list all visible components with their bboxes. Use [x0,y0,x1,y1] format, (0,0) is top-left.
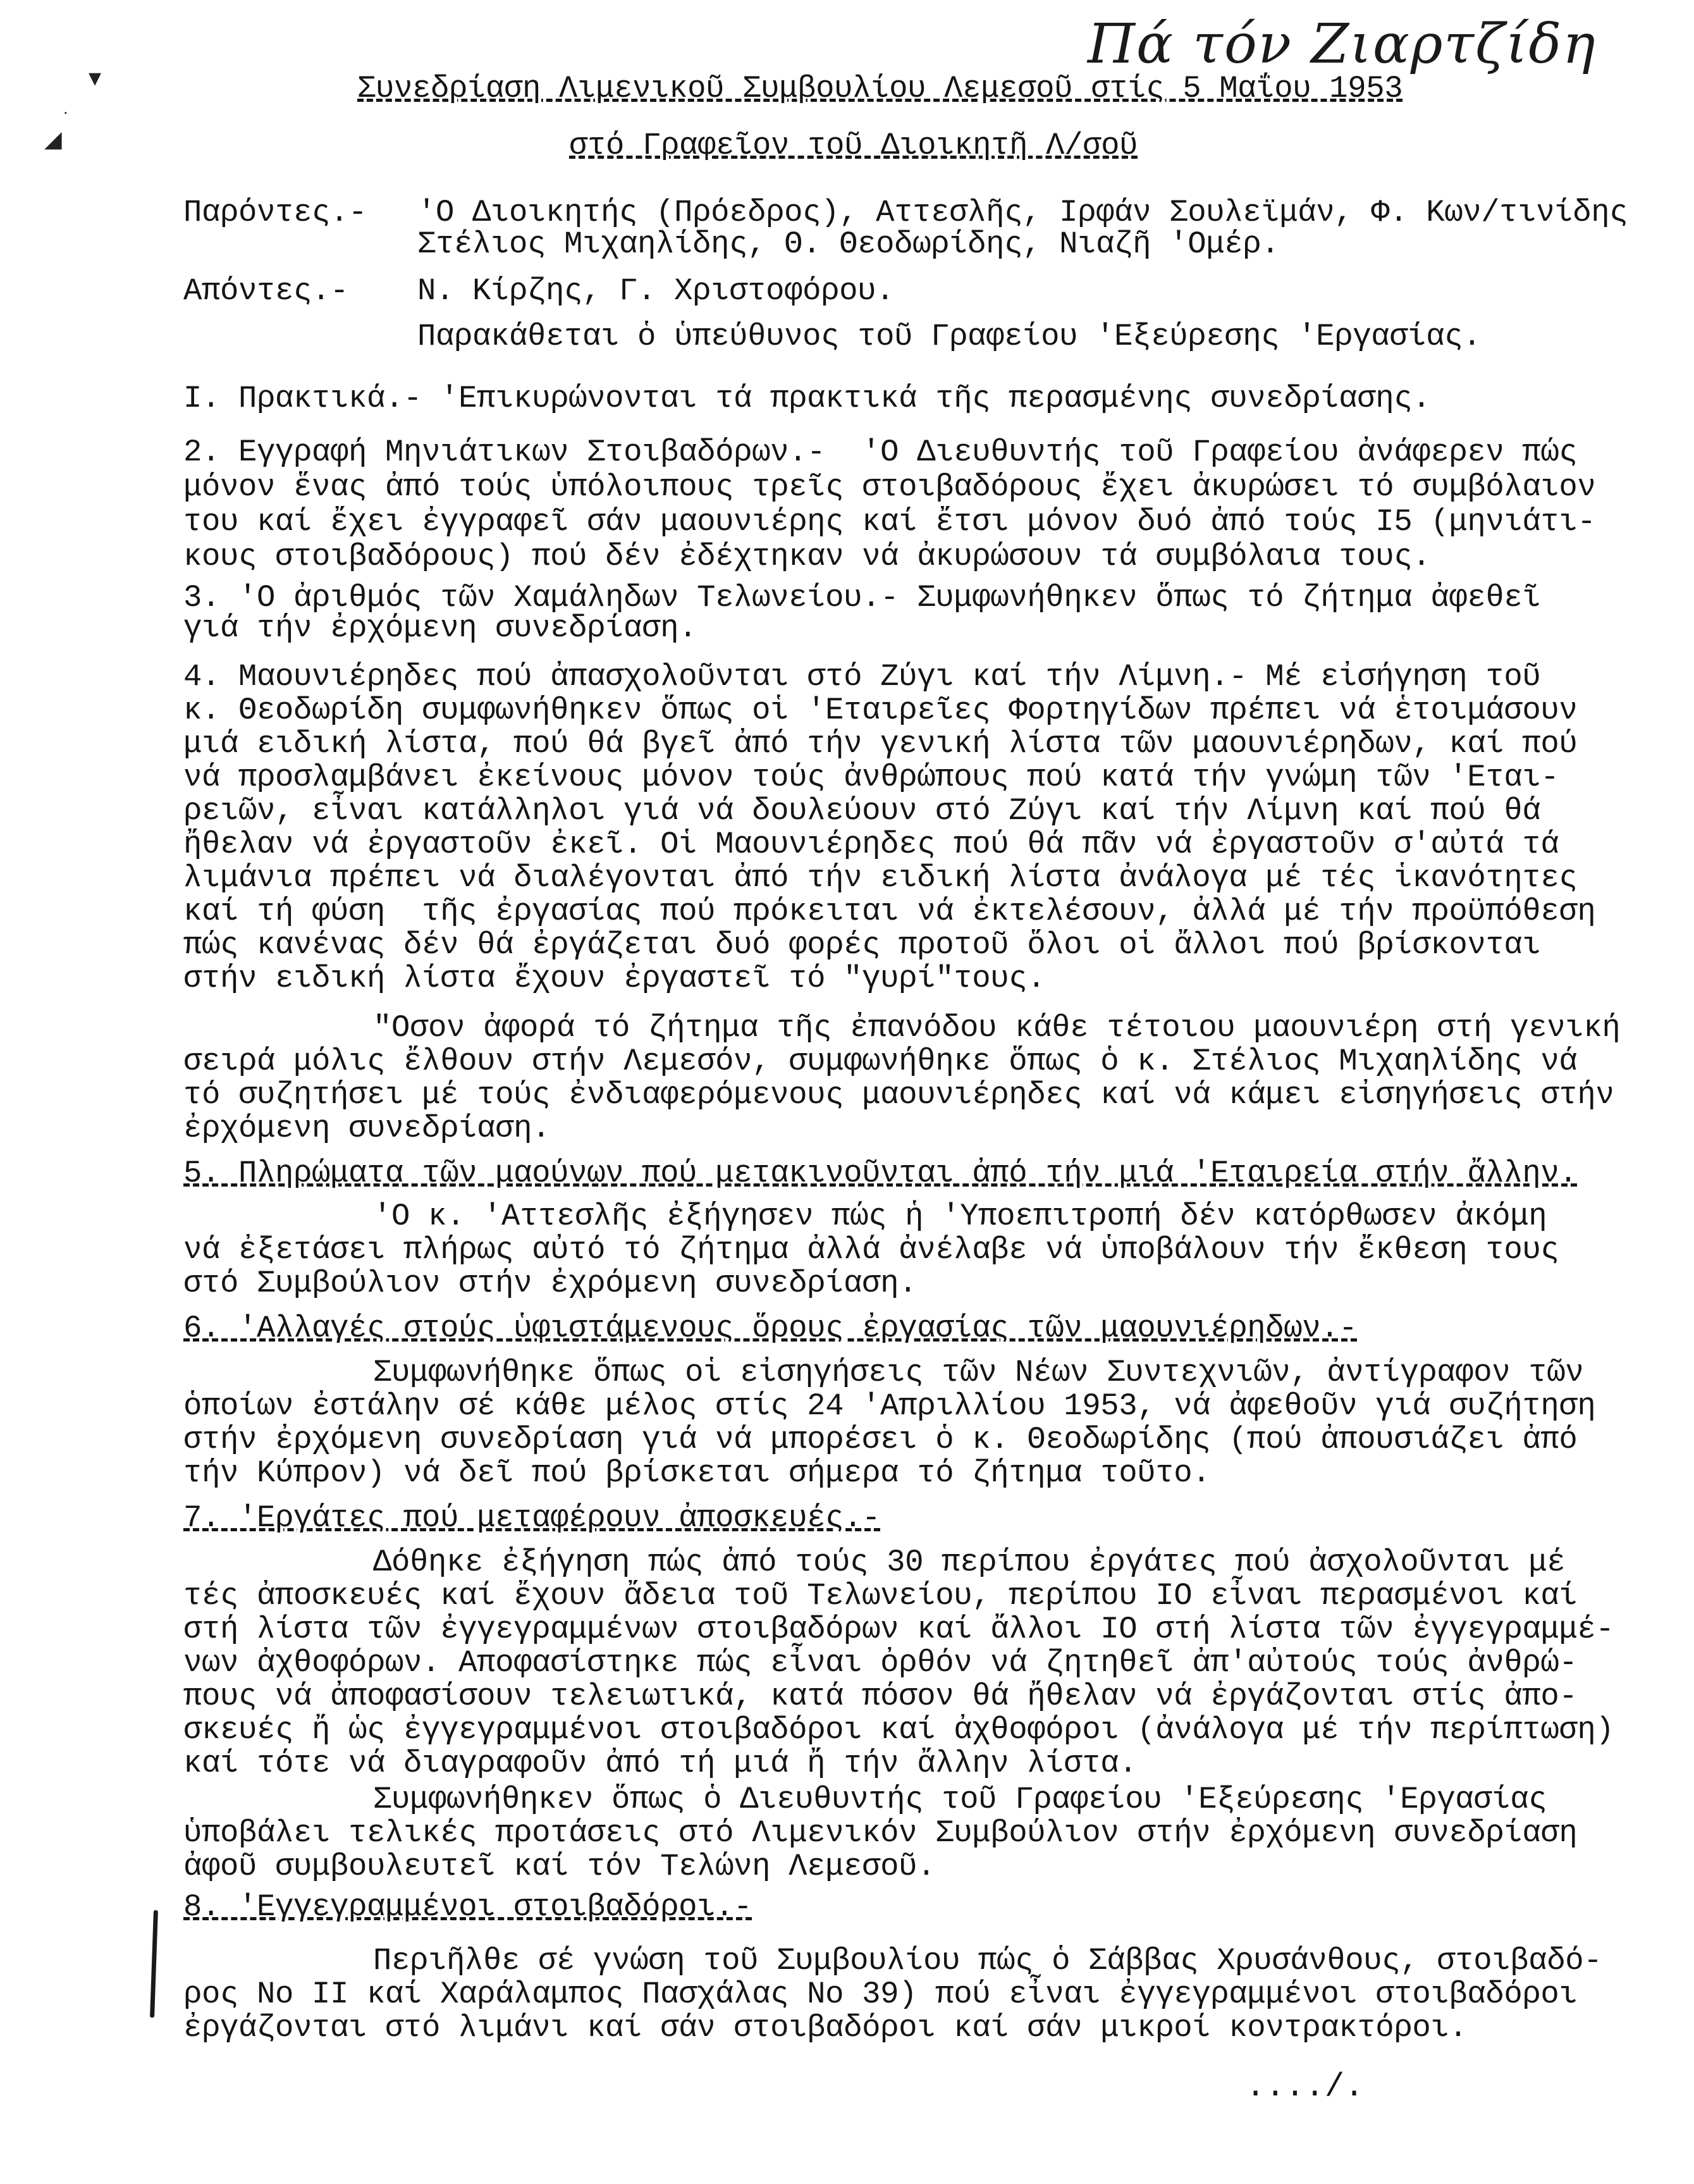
item-7-line: πους νά ἀποφασίσουν τελειωτικά, κατά πόσον θά ἤθελαν νά ἐργάζονται στίς ἀπο- [183,1679,1578,1714]
item-6-heading: 6. 'Αλλαγές στούς ὑφιστάμενους ὅρους ἐργασίας τῶν μαουνιέρηδων.- [183,1311,1358,1346]
item-6-line: τήν Κύπρον) νά δεῖ πού βρίσκεται σήμερα τό ζήτημα τοῦτο. [183,1455,1211,1491]
item-7-line: νων ἀχθοφόρων. Αποφασίστηκε πώς εἶναι ὀρθόν νά ζητηθεῖ ἀπ'αὐτούς τούς ἀνθρώ- [183,1645,1578,1681]
item-7-line: τές ἀποσκευές καί ἔχουν ἄδεια τοῦ Τελωνείου, περίπου ΙΟ εἶναι περασμένοι καί [183,1578,1578,1613]
item-5-heading: 5. Πληρώματα τῶν μαούνων πού μετακινοῦνται ἀπό τήν μιά 'Εταιρεία στήν ἄλλην. [183,1156,1578,1191]
item-7-para2-line: Συμφωνήθηκεν ὅπως ὁ Διευθυντής τοῦ Γραφείου 'Εξεύρεσης 'Εργασίας [373,1782,1547,1817]
absent-line: Ν. Κίρζης, Γ. Χριστοφόρου. [417,273,895,309]
item-5-line: νά ἐξετάσει πλήρως αὐτό τό ζήτημα ἀλλά ἀνέλαβε νά ὑποβάλουν τήν ἔκθεση τους [183,1232,1559,1268]
item-8-line: Περιῆλθε σέ γνώση τοῦ Συμβουλίου πώς ὁ Σάββας Χρυσάνθους, στοιβαδό- [373,1943,1602,1978]
item-4-line: λιμάνια πρέπει νά διαλέγονται ἀπό τήν ειδική λίστα ἀνάλογα μέ τές ἱκανότητες [183,860,1578,896]
item-4-line: κ. Θεοδωρίδη συμφωνήθηκεν ὅπως οἱ 'Εταιρεῖες Φορτηγίδων πρέπει νά ἑτοιμάσουν [183,693,1578,728]
item-7-line: σκευές ἤ ὡς ἐγγεγραμμένοι στοιβαδόροι καί ἀχθοφόροι (ἀνάλογα μέ τήν περίπτωση) [183,1712,1614,1748]
margin-mark: ◢ [44,126,62,152]
item-4-para2-line: σειρά μόλις ἔλθουν στήν Λεμεσόν, συμφωνήθηκε ὅπως ὁ κ. Στέλιος Μιχαηλίδης νά [183,1044,1578,1079]
item-4-line: ρειῶν, εἶναι κατάλληλοι γιά νά δουλεύουν στό Ζύγι καί τήν Λίμνη καί πού θά [183,793,1541,829]
item-4-line: ἤθελαν νά ἐργαστοῦν ἐκεῖ. Οἱ Μαουνιέρηδες πού θά πᾶν νά ἐργαστοῦν σ'αὐτά τά [183,827,1559,862]
item-1-text: Ι. Πρακτικά.- 'Επικυρώνονται τά πρακτικά τῆς περασμένης συνεδρίασης. [183,381,1431,416]
attending-officer-line: Παρακάθεται ὁ ὑπεύθυνος τοῦ Γραφείου 'Εξεύρεσης 'Εργασίας. [417,319,1482,354]
item-8-heading: 8. 'Εγγεγραμμένοι στοιβαδόροι.- [183,1889,752,1925]
item-7-line: στή λίστα τῶν ἐγγεγραμμένων στοιβαδόρων καί ἄλλοι ΙΟ στή λίστα τῶν ἐγγεγραμμέ- [183,1612,1614,1647]
item-6-line: στήν ἐρχόμενη συνεδρίαση γιά νά μπορέσει ὁ κ. Θεοδωρίδης (πού ἀπουσιάζει ἀπό [183,1422,1578,1457]
item-7-para2-line: ὑποβάλει τελικές προτάσεις στό Λιμενικόν Συμβούλιον στήν ἐρχόμενη συνεδρίαση [183,1815,1578,1851]
item-4-para2-line: "Οσον ἀφορά τό ζήτημα τῆς ἐπανόδου κάθε τέτοιου μαουνιέρη στή γενική [373,1010,1621,1046]
meeting-place: στό Γραφεῖον τοῦ Διοικητῆ Λ/σοῦ [569,128,1138,163]
item-8-line: ρος Νο ΙΙ καί Χαράλαμπος Πασχάλας Νο 39) πού εἶναι ἐγγεγραμμένοι στοιβαδόροι [183,1977,1578,2012]
item-7-line: καί τότε νά διαγραφοῦν ἀπό τή μιά ἤ τήν ἄλλην λίστα. [183,1746,1138,1781]
absent-label: Απόντες.- [183,273,349,309]
item-4-line: πώς κανένας δέν θά ἐργάζεται δυό φορές προτοῦ ὅλοι οἱ ἄλλοι πού βρίσκονται [183,927,1541,963]
item-4-para2-line: ἐρχόμενη συνεδρίαση. [183,1111,551,1146]
item-4-line: καί τή φύση τῆς ἐργασίας πού πρόκειται νά ἐκτελέσουν, ἀλλά μέ τήν προϋπόθεση [183,894,1596,929]
margin-mark: ▾ [89,63,102,92]
item-5-line: 'Ο κ. 'Αττεσλῆς ἐξήγησεν πώς ἡ 'Υποεπιτροπή δέν κατόρθωσεν ἀκόμη [373,1199,1547,1234]
continuation-mark: ..../. [1246,2068,1365,2106]
item-6-line: Συμφωνήθηκε ὅπως οἱ εἰσηγήσεις τῶν Νέων Συντεχνιῶν, ἀντίγραφον τῶν [373,1355,1584,1390]
item-8-line: ἐργάζονται στό λιμάνι καί σάν στοιβαδόροι καί σάν μικροί κοντρακτόροι. [183,2010,1468,2045]
item-4-line: στήν ειδική λίστα ἔχουν ἐργαστεῖ τό "γυρί"τους. [183,961,1046,996]
item-5-line: στό Συμβούλιον στήν ἐχρόμενη συνεδρίαση. [183,1266,918,1301]
meeting-title: Συνεδρίαση Λιμενικοῦ Συμβουλίου Λεμεσοῦ στίς 5 Μαΐου 1953 [357,71,1403,106]
item-3-line: 3. 'Ο ἀριθμός τῶν Χαμάληδων Τελωνείου.- Συμφωνήθηκεν ὅπως τό ζήτημα ἀφεθεῖ [183,580,1541,615]
item-2-line: του καί ἔχει ἐγγραφεῖ σάν μαουνιέρης καί ἔτσι μόνον δυό ἀπό τούς Ι5 (μηνιάτι- [183,504,1596,540]
present-line: 'Ο Διοικητής (Πρόεδρος), Αττεσλῆς, Ιρφάν Σουλεϊμάν, Φ. Κων/τινίδης [417,195,1628,230]
item-7-heading: 7. 'Εργάτες πού μεταφέρουν ἀποσκευές.- [183,1500,881,1536]
item-3-line: γιά τήν ἐρχόμενη συνεδρίαση. [183,610,697,646]
item-4-line: 4. Μαουνιέρηδες πού ἀπασχολοῦνται στό Ζύγι καί τήν Λίμνη.- Μέ εἰσήγηση τοῦ [183,659,1541,694]
present-label: Παρόντες.- [183,195,367,230]
item-2-line: κους στοιβαδόρους) πού δέν ἐδέχτηκαν νά ἀκυρώσουν τά συμβόλαια τους. [183,539,1431,574]
item-6-line: ὁποίων ἐστάλην σέ κάθε μέλος στίς 24 'Απριλλίου 1953, νά ἀφεθοῦν γιά συζήτηση [183,1388,1596,1424]
margin-bracket-line [150,1910,158,2018]
handwritten-annotation: Πά τόν Ζιαρτζίδη [1088,13,1597,76]
item-2-line: μόνον ἕνας ἀπό τούς ὑπόλοιπους τρεῖς στοιβαδόρους ἔχει ἀκυρώσει τό συμβόλαιον [183,469,1596,505]
item-7-para2-line: ἀφοῦ συμβουλευτεῖ καί τόν Τελώνη Λεμεσοῦ. [183,1849,936,1884]
item-4-line: νά προσλαμβάνει ἐκείνους μόνον τούς ἀνθρώπους πού κατά τήν γνώμη τῶν 'Εται- [183,760,1559,795]
item-2-line: 2. Εγγραφή Μηνιάτικων Στοιβαδόρων.- 'Ο Διευθυντής τοῦ Γραφείου ἀνάφερεν πώς [183,435,1578,470]
present-line: Στέλιος Μιχαηλίδης, Θ. Θεοδωρίδης, Νιαζῆ 'Ομέρ. [417,226,1280,262]
margin-mark: · [63,104,68,122]
item-4-para2-line: τό συζητήσει μέ τούς ἐνδιαφερόμενους μαουνιέρηδες καί νά κάμει εἰσηγήσεις στήν [183,1077,1614,1113]
item-4-line: μιά ειδική λίστα, πού θά βγεῖ ἀπό τήν γενική λίστα τῶν μαουνιέρηδων, καί πού [183,726,1578,762]
item-7-line: Δόθηκε ἐξήγηση πώς ἀπό τούς 30 περίπου ἐργάτες πού ἀσχολοῦνται μέ [373,1545,1566,1580]
